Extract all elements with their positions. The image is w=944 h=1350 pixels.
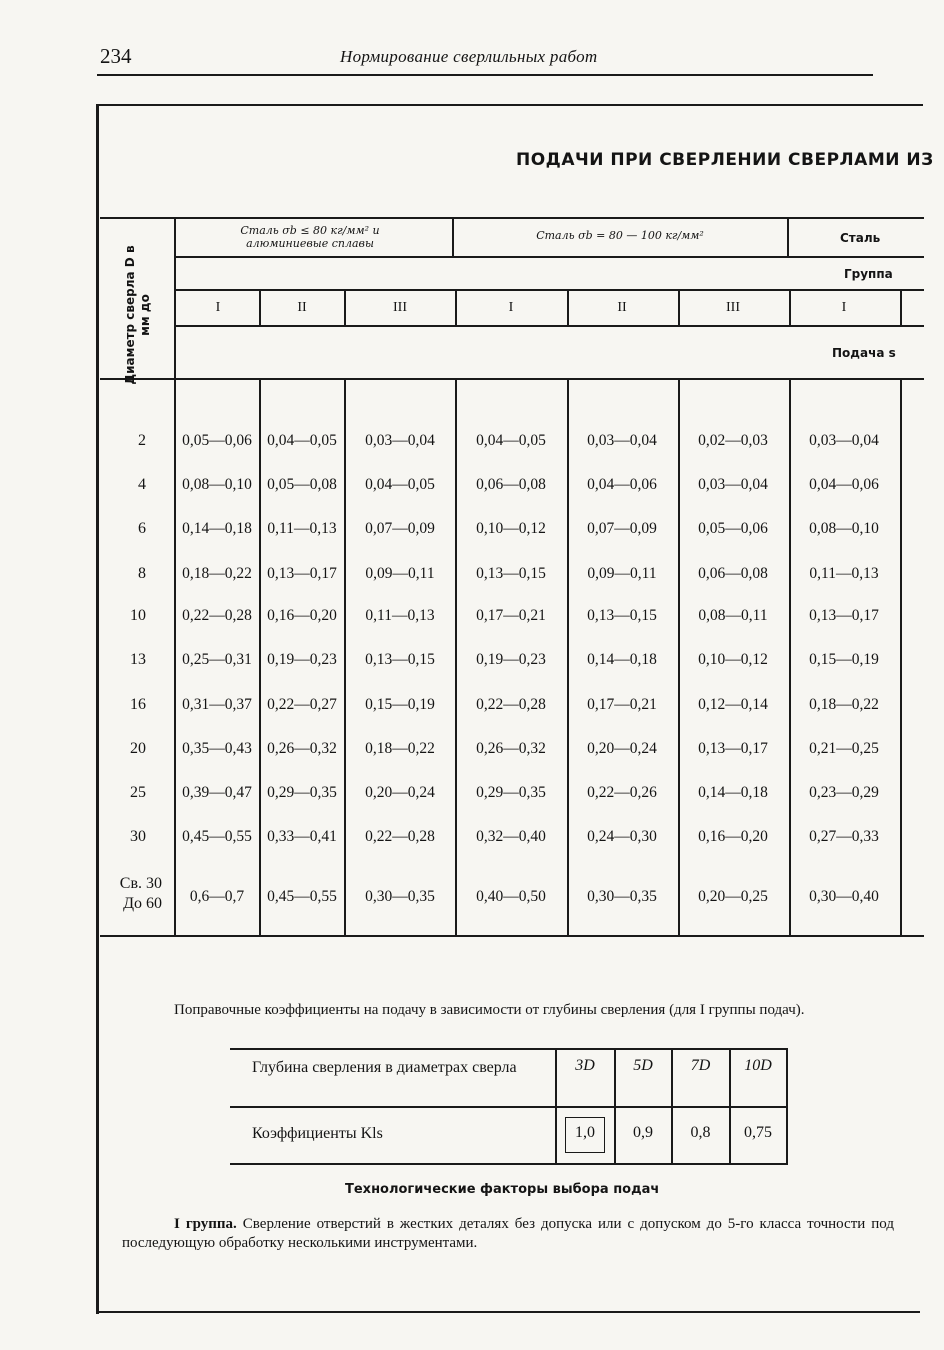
feed-cell: 0,30—0,40 <box>809 888 879 905</box>
feed-cell: 0,04—0,06 <box>809 476 879 493</box>
feed-cell: 0,07—0,09 <box>365 520 435 537</box>
depth-cell: 7D <box>690 1057 711 1074</box>
header-divider-group2 <box>787 217 789 257</box>
frame-bottom-border <box>96 1311 920 1313</box>
feed-cell: 0,05—0,06 <box>182 432 252 449</box>
coefficient-cell: 1,0 <box>575 1124 595 1141</box>
coefficient-cell: 0,8 <box>690 1124 711 1141</box>
group1-paragraph <box>122 1215 894 1253</box>
kt-rule-top <box>230 1048 788 1050</box>
feed-cell: 0,35—0,43 <box>182 740 252 757</box>
feed-cell: 0,16—0,20 <box>267 607 337 624</box>
feed-cell: 0,09—0,11 <box>587 565 657 582</box>
feed-cell: 0,03—0,04 <box>587 432 657 449</box>
coefficient-cell: 0,75 <box>744 1124 772 1141</box>
body-bottom-rule <box>100 935 924 937</box>
steel-group-header-3: Сталь <box>840 231 881 245</box>
header-rule-bottom <box>100 378 924 380</box>
feed-cell: 0,19—0,23 <box>267 651 337 668</box>
row-diameter: 4 <box>138 476 146 493</box>
row-diameter: 16 <box>130 696 146 713</box>
feed-cell: 0,22—0,28 <box>182 607 252 624</box>
feed-cell: 0,10—0,12 <box>698 651 768 668</box>
feed-cell: 0,03—0,04 <box>809 432 879 449</box>
feed-cell: 0,05—0,08 <box>267 476 337 493</box>
feed-cell: 0,22—0,28 <box>365 828 435 845</box>
feed-cell: 0,19—0,23 <box>476 651 546 668</box>
roman-divider <box>567 291 569 325</box>
feed-cell: 0,30—0,35 <box>365 888 435 905</box>
body-divider <box>455 380 457 936</box>
feed-cell: 0,08—0,10 <box>182 476 252 493</box>
feed-cell: 0,29—0,35 <box>476 784 546 801</box>
feed-cell: 0,17—0,21 <box>476 607 546 624</box>
row-diameter: 2 <box>138 432 146 449</box>
roman-divider <box>789 291 791 325</box>
feed-cell: 0,08—0,11 <box>698 607 768 624</box>
coefficient-cell: 0,9 <box>633 1124 653 1141</box>
feed-cell: 0,14—0,18 <box>698 784 768 801</box>
feed-cell: 0,13—0,15 <box>365 651 435 668</box>
header-rule-3 <box>176 289 924 291</box>
row-diameter: 6 <box>138 520 146 537</box>
feed-cell: 0,11—0,13 <box>809 565 879 582</box>
header-rule <box>97 74 873 76</box>
header-divider-diam <box>174 217 176 379</box>
feed-cell: 0,16—0,20 <box>698 828 768 845</box>
feed-cell: 0,32—0,40 <box>476 828 546 845</box>
feed-cell: 0,29—0,35 <box>267 784 337 801</box>
feed-cell: 0,18—0,22 <box>182 565 252 582</box>
feed-cell: 0,26—0,32 <box>476 740 546 757</box>
feed-cell: 0,09—0,11 <box>365 565 435 582</box>
feed-cell: 0,39—0,47 <box>182 784 252 801</box>
feed-cell: 0,22—0,26 <box>587 784 657 801</box>
feed-cell: 0,05—0,06 <box>698 520 768 537</box>
roman-divider <box>455 291 457 325</box>
feed-cell: 0,04—0,05 <box>476 432 546 449</box>
feed-cell: 0,03—0,04 <box>365 432 435 449</box>
kt-rule-bottom <box>230 1163 788 1165</box>
feed-cell: 0,06—0,08 <box>476 476 546 493</box>
kt-rule-mid <box>230 1106 788 1108</box>
roman-col-3: III <box>393 300 407 315</box>
feed-cell: 0,22—0,28 <box>476 696 546 713</box>
factors-heading: Технологические факторы выбора подач <box>345 1182 660 1197</box>
depth-cell: 10D <box>744 1057 772 1074</box>
depth-cell: 5D <box>633 1057 653 1074</box>
group-label: Группа <box>844 267 893 281</box>
row-diameter: 13 <box>130 651 146 668</box>
feed-cell: 0,45—0,55 <box>182 828 252 845</box>
feed-cell: 0,15—0,19 <box>809 651 879 668</box>
feed-cell: 0,18—0,22 <box>365 740 435 757</box>
feed-cell: 0,20—0,24 <box>365 784 435 801</box>
feed-cell: 0,45—0,55 <box>267 888 337 905</box>
feed-cell: 0,23—0,29 <box>809 784 879 801</box>
roman-col-7: I <box>841 300 847 315</box>
body-divider <box>678 380 680 936</box>
feed-cell: 0,20—0,25 <box>698 888 768 905</box>
feed-cell: 0,13—0,17 <box>809 607 879 624</box>
running-head: Нормирование сверлильных работ <box>340 47 598 66</box>
header-rule-4 <box>176 325 924 327</box>
feed-cell: 0,24—0,30 <box>587 828 657 845</box>
header-divider-group1 <box>452 217 454 257</box>
row-diameter: 25 <box>130 784 146 801</box>
feed-cell: 0,02—0,03 <box>698 432 768 449</box>
roman-col-5: II <box>617 300 627 315</box>
row-diameter: Св. 30 До 60 <box>119 875 162 912</box>
feed-cell: 0,14—0,18 <box>182 520 252 537</box>
roman-col-4: I <box>508 300 514 315</box>
feed-cell: 0,03—0,04 <box>698 476 768 493</box>
frame-top-border <box>96 104 923 106</box>
roman-col-1: I <box>215 300 221 315</box>
feed-cell: 0,13—0,15 <box>587 607 657 624</box>
page-number: 234 <box>100 44 132 68</box>
body-divider <box>567 380 569 936</box>
feed-cell: 0,15—0,19 <box>365 696 435 713</box>
feed-cell: 0,18—0,22 <box>809 696 879 713</box>
body-divider <box>900 380 902 936</box>
feed-cell: 0,06—0,08 <box>698 565 768 582</box>
feed-cell: 0,13—0,17 <box>698 740 768 757</box>
row-diameter: 8 <box>138 565 146 582</box>
feed-cell: 0,04—0,05 <box>365 476 435 493</box>
feed-cell: 0,17—0,21 <box>587 696 657 713</box>
feed-cell: 0,20—0,24 <box>587 740 657 757</box>
diameter-column-label: Диаметр сверла D в мм до <box>123 245 152 385</box>
feed-cell: 0,12—0,14 <box>698 696 768 713</box>
feed-cell: 0,26—0,32 <box>267 740 337 757</box>
roman-divider <box>678 291 680 325</box>
feed-cell: 0,11—0,13 <box>267 520 337 537</box>
feed-cell: 0,30—0,35 <box>587 888 657 905</box>
feed-cell: 0,22—0,27 <box>267 696 337 713</box>
feed-cell: 0,10—0,12 <box>476 520 546 537</box>
body-divider <box>789 380 791 936</box>
feed-cell: 0,14—0,18 <box>587 651 657 668</box>
roman-col-6: III <box>726 300 740 315</box>
row-diameter: 30 <box>130 828 146 845</box>
feed-cell: 0,04—0,05 <box>267 432 337 449</box>
kt-divider <box>786 1048 788 1164</box>
feed-cell: 0,11—0,13 <box>365 607 435 624</box>
group1-lead: I группа. <box>174 1216 237 1232</box>
feed-cell: 0,31—0,37 <box>182 696 252 713</box>
depth-cell: 3D <box>575 1057 595 1074</box>
header-rule-top <box>100 217 924 219</box>
row-diameter: 20 <box>130 740 146 757</box>
feed-cell: 0,27—0,33 <box>809 828 879 845</box>
roman-col-2: II <box>297 300 307 315</box>
feed-cell: 0,21—0,25 <box>809 740 879 757</box>
depth-row-label: Глубина сверления в диаметрах сверла <box>252 1059 517 1076</box>
roman-divider <box>344 291 346 325</box>
feed-cell: 0,04—0,06 <box>587 476 657 493</box>
roman-divider <box>900 291 902 325</box>
feed-cell: 0,13—0,15 <box>476 565 546 582</box>
feed-cell: 0,6—0,7 <box>189 888 245 905</box>
correction-note: Поправочные коэффициенты на подачу в зависимости от глубины сверления (для I группы подач). <box>174 1002 805 1018</box>
feed-cell: 0,07—0,09 <box>587 520 657 537</box>
feed-cell: 0,40—0,50 <box>476 888 546 905</box>
group1-text: Сверление отверстий в жестких деталях без допуска или с допуском до 5-го класса точности под последующую обработку несколькими инструментами. <box>122 1216 894 1251</box>
steel-group-header-2: Сталь σb = 80 — 100 кг/мм² <box>536 229 704 242</box>
feed-label: Подача s <box>832 346 896 360</box>
steel-group-header-1: Сталь σb ≤ 80 кг/мм² и алюминиевые сплавы <box>240 224 380 250</box>
table-title: ПОДАЧИ ПРИ СВЕРЛЕНИИ СВЕРЛАМИ ИЗ <box>516 150 934 170</box>
header-rule-2 <box>176 256 924 258</box>
roman-divider <box>259 291 261 325</box>
feed-cell: 0,33—0,41 <box>267 828 337 845</box>
feed-cell: 0,08—0,10 <box>809 520 879 537</box>
feed-cell: 0,25—0,31 <box>182 651 252 668</box>
feed-cell: 0,13—0,17 <box>267 565 337 582</box>
row-diameter: 10 <box>130 607 146 624</box>
coefficient-row-label: Коэффициенты Kls <box>252 1125 383 1142</box>
